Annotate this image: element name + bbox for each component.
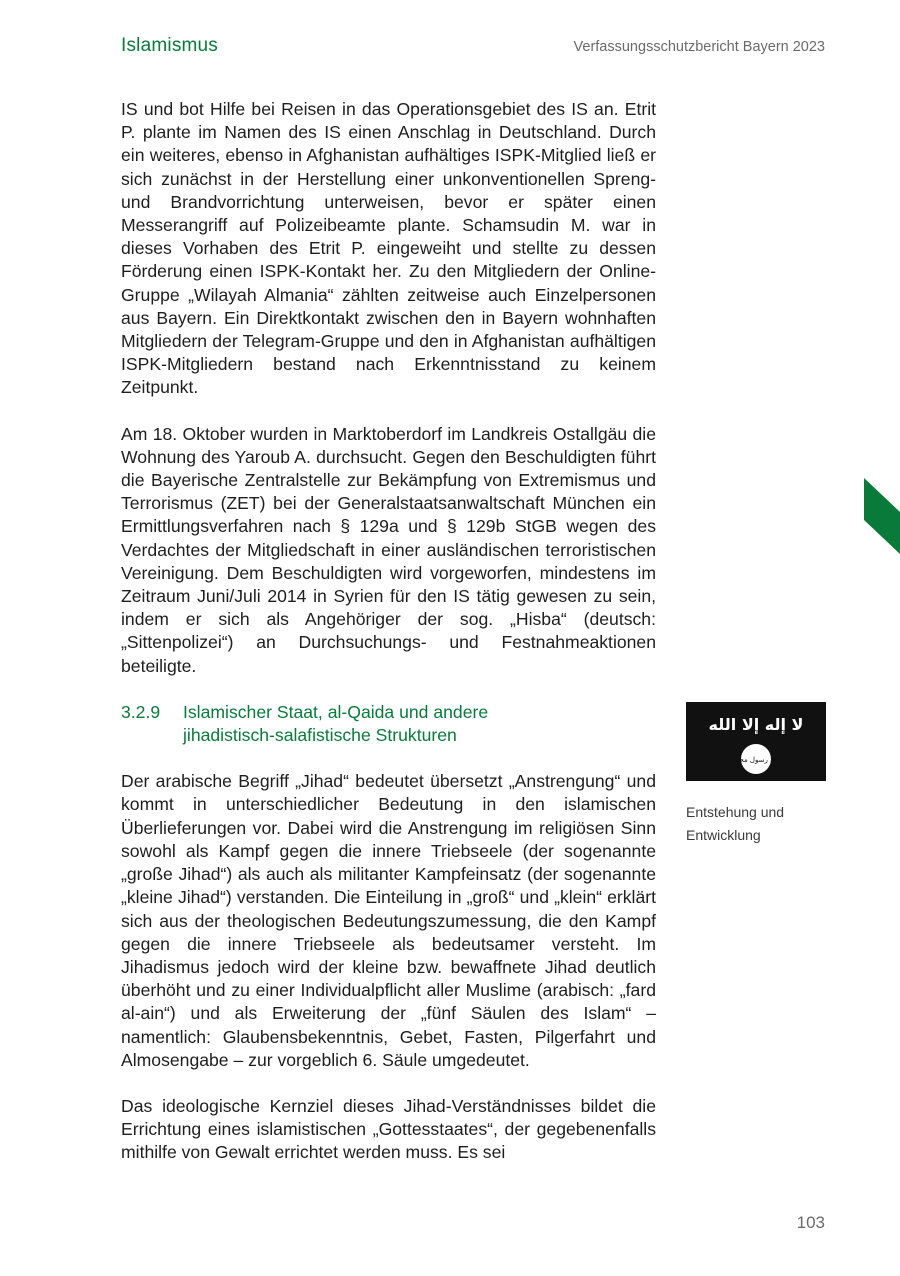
body-paragraph: IS und bot Hilfe bei Reisen in das Operationsgebiet des IS an. Etrit P. plante im Namen des IS einen Anschlag in Deutschland. Durch ein weiteres, ebenso in Afghanistan aufhältiges ISPK-Mitglied ließ er sich zunächst in der Herstellung einer unkonventionellen Spreng- und Brandvorrichtung unterweisen, bevor er später einen Messerangriff auf Polizeibeamte plante. Schamsudin M. war in dieses Vorhaben des Etrit P. eingeweiht und stellte zu dessen Förderung einen ISPK-Kontakt her. Zu den Mitgliedern der Online-Gruppe „Wilayah Almania“ zählten zeitweise auch Einzelpersonen aus Bayern. Ein Direktkontakt zwischen den in Bayern wohnhaften Mitgliedern der Telegram-Gruppe und den in Afghanistan aufhältigen ISPK-Mitgliedern bestand nach Erkenntnisstand zu keinem Zeitpunkt. — [121, 99, 656, 398]
section-title-line: jihadistisch-salafistische Strukturen — [183, 725, 457, 746]
margin-note — [686, 801, 836, 847]
page-number: 103 — [796, 1213, 825, 1232]
section-heading — [121, 701, 656, 747]
running-header-section: Islamismus — [121, 35, 219, 56]
running-header-publication: Verfassungsschutzbericht Bayern 2023 — [573, 39, 825, 55]
main-text-column — [121, 98, 656, 1188]
flag-shahada-text: لا إله إلا الله — [708, 715, 804, 734]
body-paragraph: Das ideologische Kernziel dieses Jihad-Verständnisses bildet die Errichtung eines islamistischen „Gottesstaates“, der gegebenenfalls mithilfe von Gewalt errichtet werden muss. Es sei — [121, 1095, 656, 1163]
body-paragraph: Am 18. Oktober wurden in Marktoberdorf im Landkreis Ostallgäu die Wohnung des Yaroub A. durchsucht. Gegen den Beschuldigten führt die Bayerische Zentralstelle zur Bekämpfung von Extremismus und Terrorismus (ZET) bei der Generalstaatsanwaltschaft München ein Ermittlungsverfahren nach § 129a und § 129b StGB wegen des Verdachtes der Mitgliedschaft in einer ausländischen terroristischen Vereinigung. Dem Beschuldigten wird vorgeworfen, mindestens im Zeitraum Juni/Juli 2014 in Syrien für den IS tätig gewesen zu sein, indem er sich als Angehöriger der sog. „Hisba“ (deutsch: „Sittenpolizei“) an Durchsuchungs- und Festnahmeaktionen beteiligte. — [121, 423, 656, 676]
section-title — [183, 701, 488, 747]
section-title-line: Islamischer Staat, al-Qaida und andere — [183, 701, 489, 722]
body-paragraph: Der arabische Begriff „Jihad“ bedeutet übersetzt „Anstrengung“ und kommt in unterschiedlicher Bedeutung in den islamischen Überlieferungen vor. Dabei wird die Anstrengung im religiösen Sinn sowohl als Kampf gegen die innere Triebseele (der sogenannte „große Jihad“) als auch als militanter Kampfeinsatz (der sogenannte „kleine Jihad“) verstanden. Die Einteilung in „groß“ und „klein“ erklärt sich aus der theologischen Bedeutungszumessung, die den Kampf gegen die innere Triebseele als bedeutsamer versteht. Im Jihadismus jedoch wird der kleine bzw. bewaffnete Jihad deutlich überhöht und zu einer Individualpflicht aller Muslime (arabisch: „fard al-ain“) und als Erweiterung der „fünf Säulen des Islam“ – namentlich: Glaubensbekenntnis, Gebet, Fasten, Pilgerfahrt und Almosengabe – zur vorgeblich 6. Säule umgedeutet. — [121, 771, 656, 1070]
margin-note-line: Entstehung und — [686, 804, 785, 820]
section-number: 3.2.9 — [121, 701, 161, 722]
margin-note-line: Entwicklung — [686, 827, 761, 843]
is-flag-image — [686, 702, 826, 781]
flag-seal-text: الله رسول محمد — [731, 756, 781, 764]
chapter-tab-marker — [864, 478, 900, 554]
